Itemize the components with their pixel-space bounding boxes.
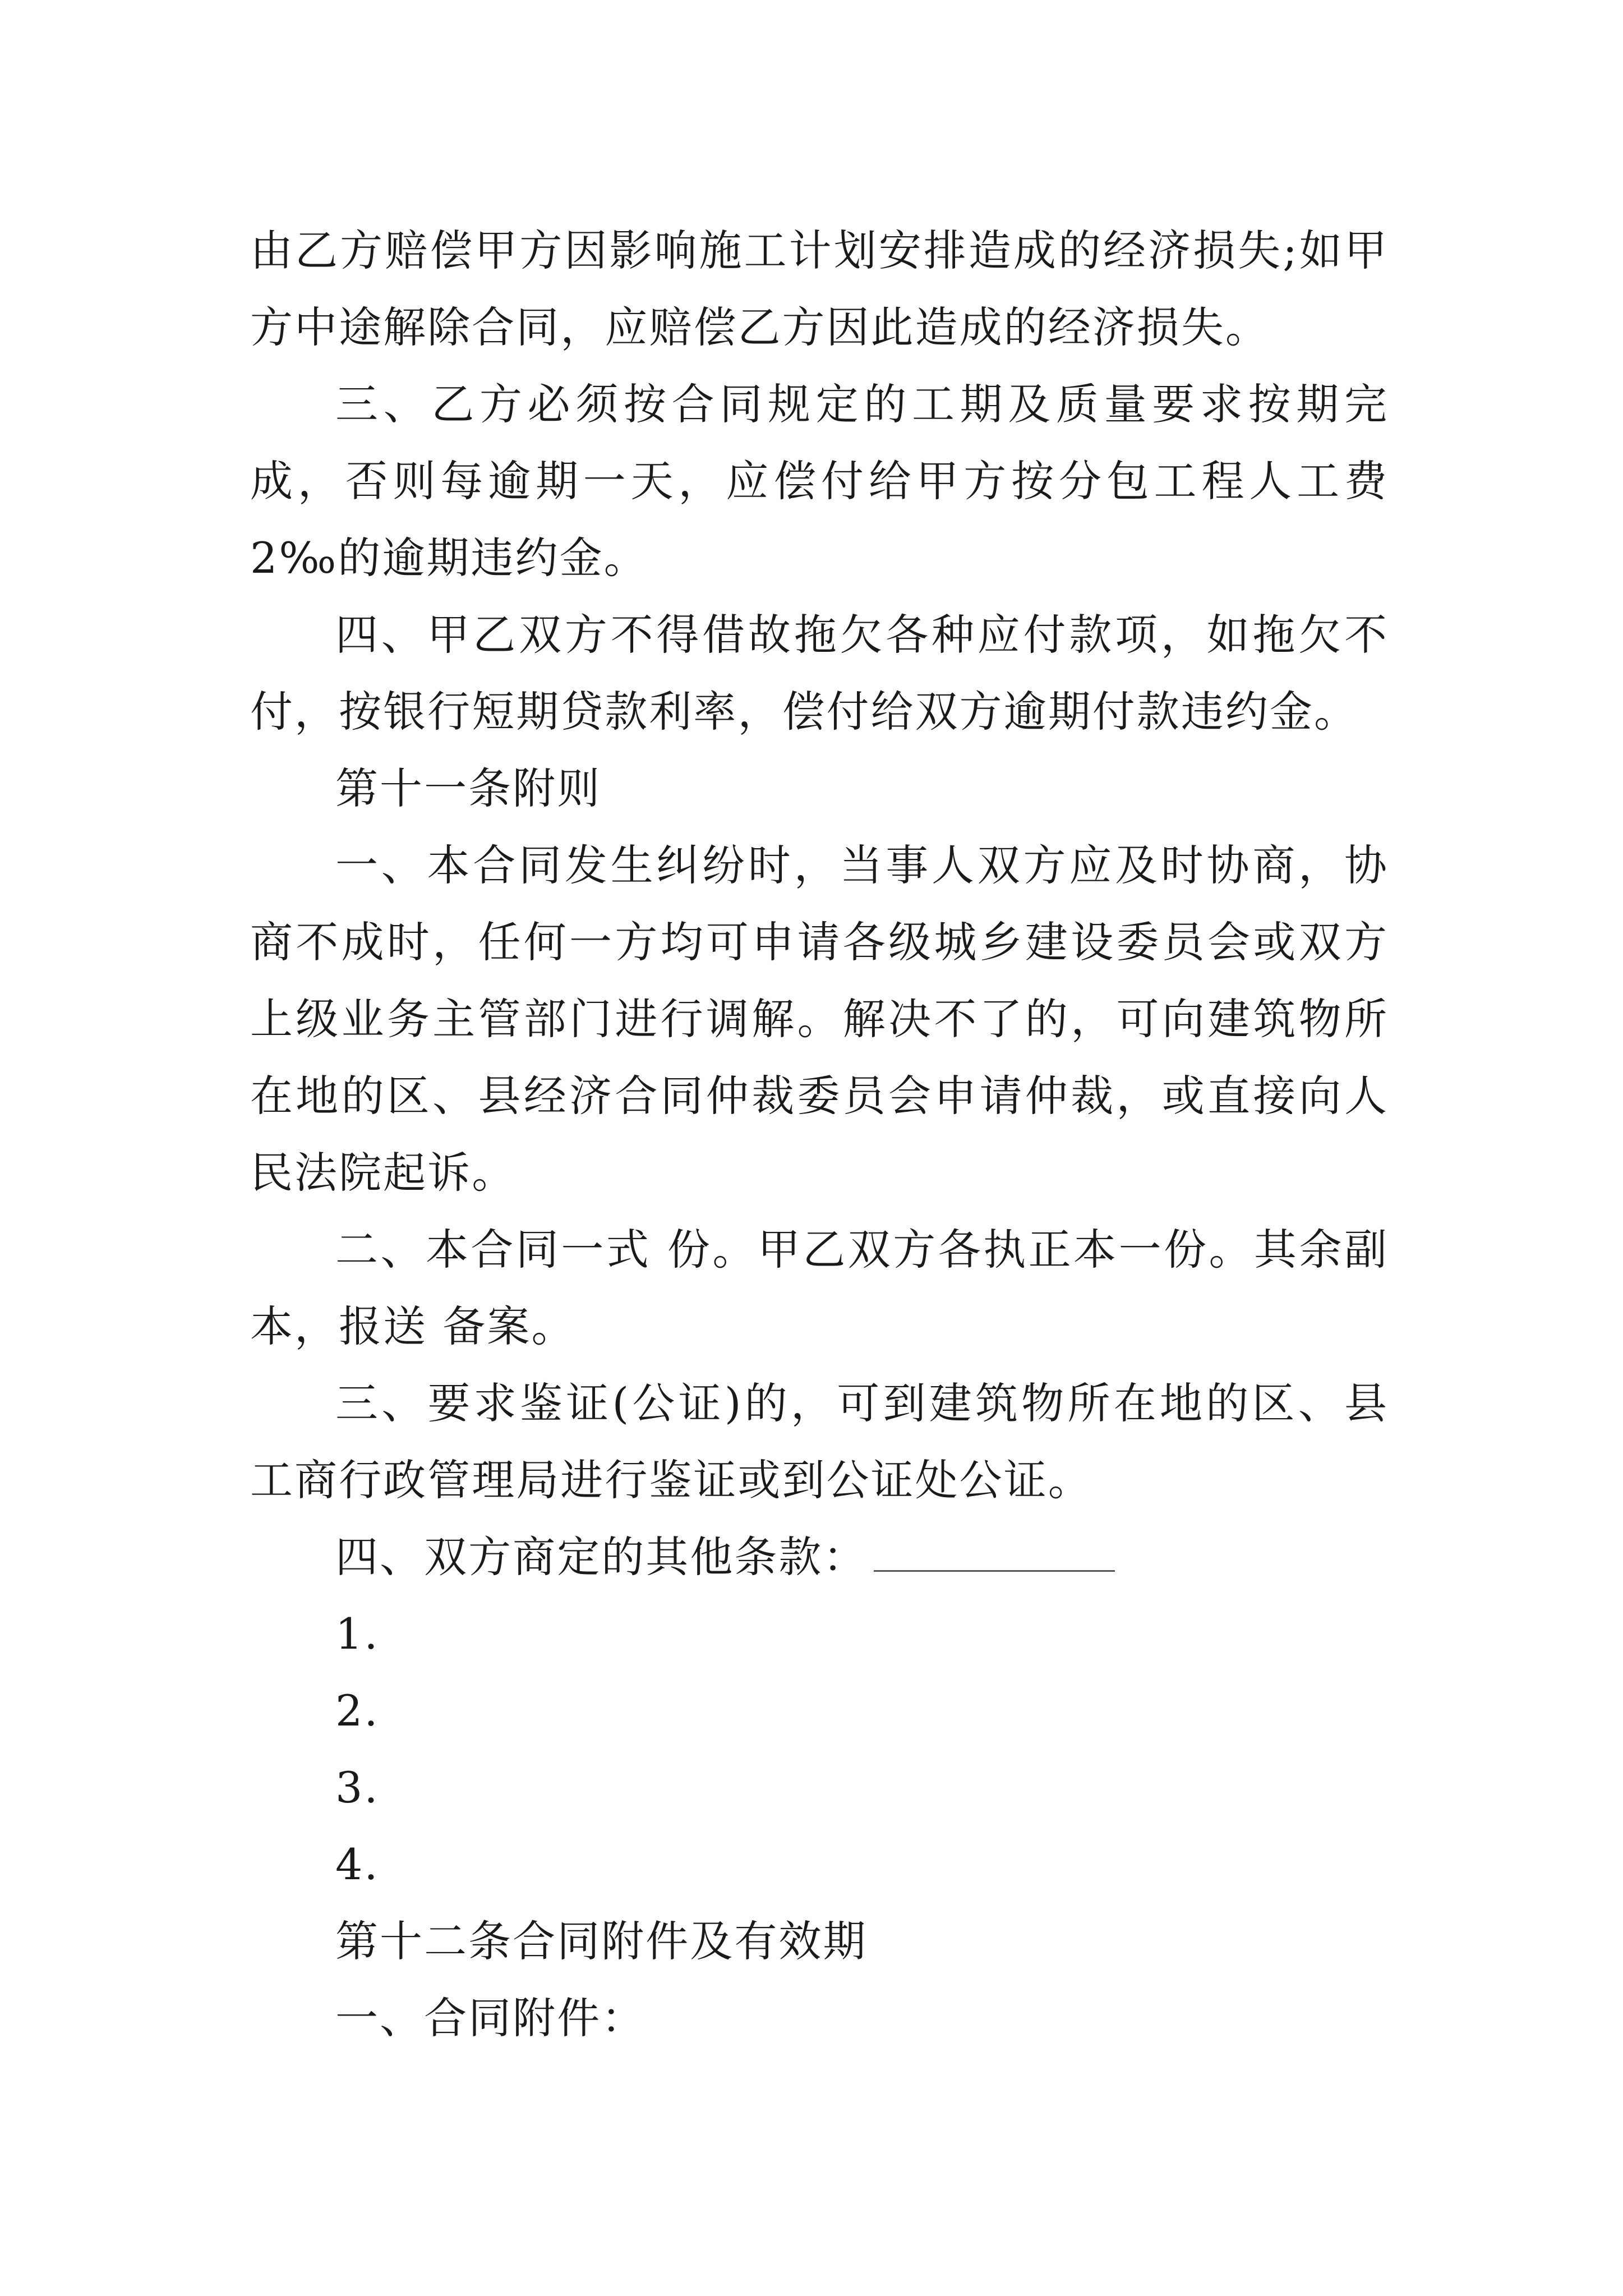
paragraph-disputes: 一、本合同发生纠纷时，当事人双方应及时协商，协商不成时，任何一方均可申请各级城乡建设委员会或双方上级业务主管部门进行调解。解决不了的，可向建筑物所在地的区、县经济合同仲裁委员会申请仲裁，或直接向人民法院起诉。 [250, 840, 1389, 1198]
fill-in-blank-line [874, 1526, 1115, 1572]
document-body [250, 212, 1389, 2056]
paragraph-notarization: 三、要求鉴证(公证)的，可到建筑物所在地的区、县工商行政管理局进行鉴证或到公证处公证。 [250, 1378, 1389, 1505]
heading-article-12: 第十二条合同附件及有效期 [335, 1916, 868, 1966]
paragraph-attachments: 一、合同附件： [335, 1993, 646, 2043]
list-item: 4. [335, 1839, 380, 1889]
paragraph-other-terms [250, 1519, 1389, 1595]
heading-article-11: 第十一条附则 [335, 763, 602, 813]
paragraph-clause-3-deadline: 三、乙方必须按合同规定的工期及质量要求按期完成，否则每逾期一天，应偿付给甲方按分包工程人工费2‰的逾期违约金。 [250, 379, 1389, 583]
list-item: 3. [335, 1763, 380, 1812]
paragraph-copies: 二、本合同一式 份。甲乙双方各执正本一份。其余副本，报送 备案。 [250, 1225, 1389, 1351]
paragraph-compensation: 由乙方赔偿甲方因影响施工计划安排造成的经济损失;如甲方中途解除合同，应赔偿乙方因此造成的经济损失。 [250, 226, 1389, 352]
other-terms-label: 四、双方商定的其他条款： [335, 1532, 868, 1582]
paragraph-clause-4-payments: 四、甲乙双方不得借故拖欠各种应付款项，如拖欠不付，按银行短期贷款利率，偿付给双方逾期付款违约金。 [250, 610, 1389, 737]
list-item: 2. [335, 1686, 380, 1736]
list-item: 1. [335, 1609, 380, 1659]
